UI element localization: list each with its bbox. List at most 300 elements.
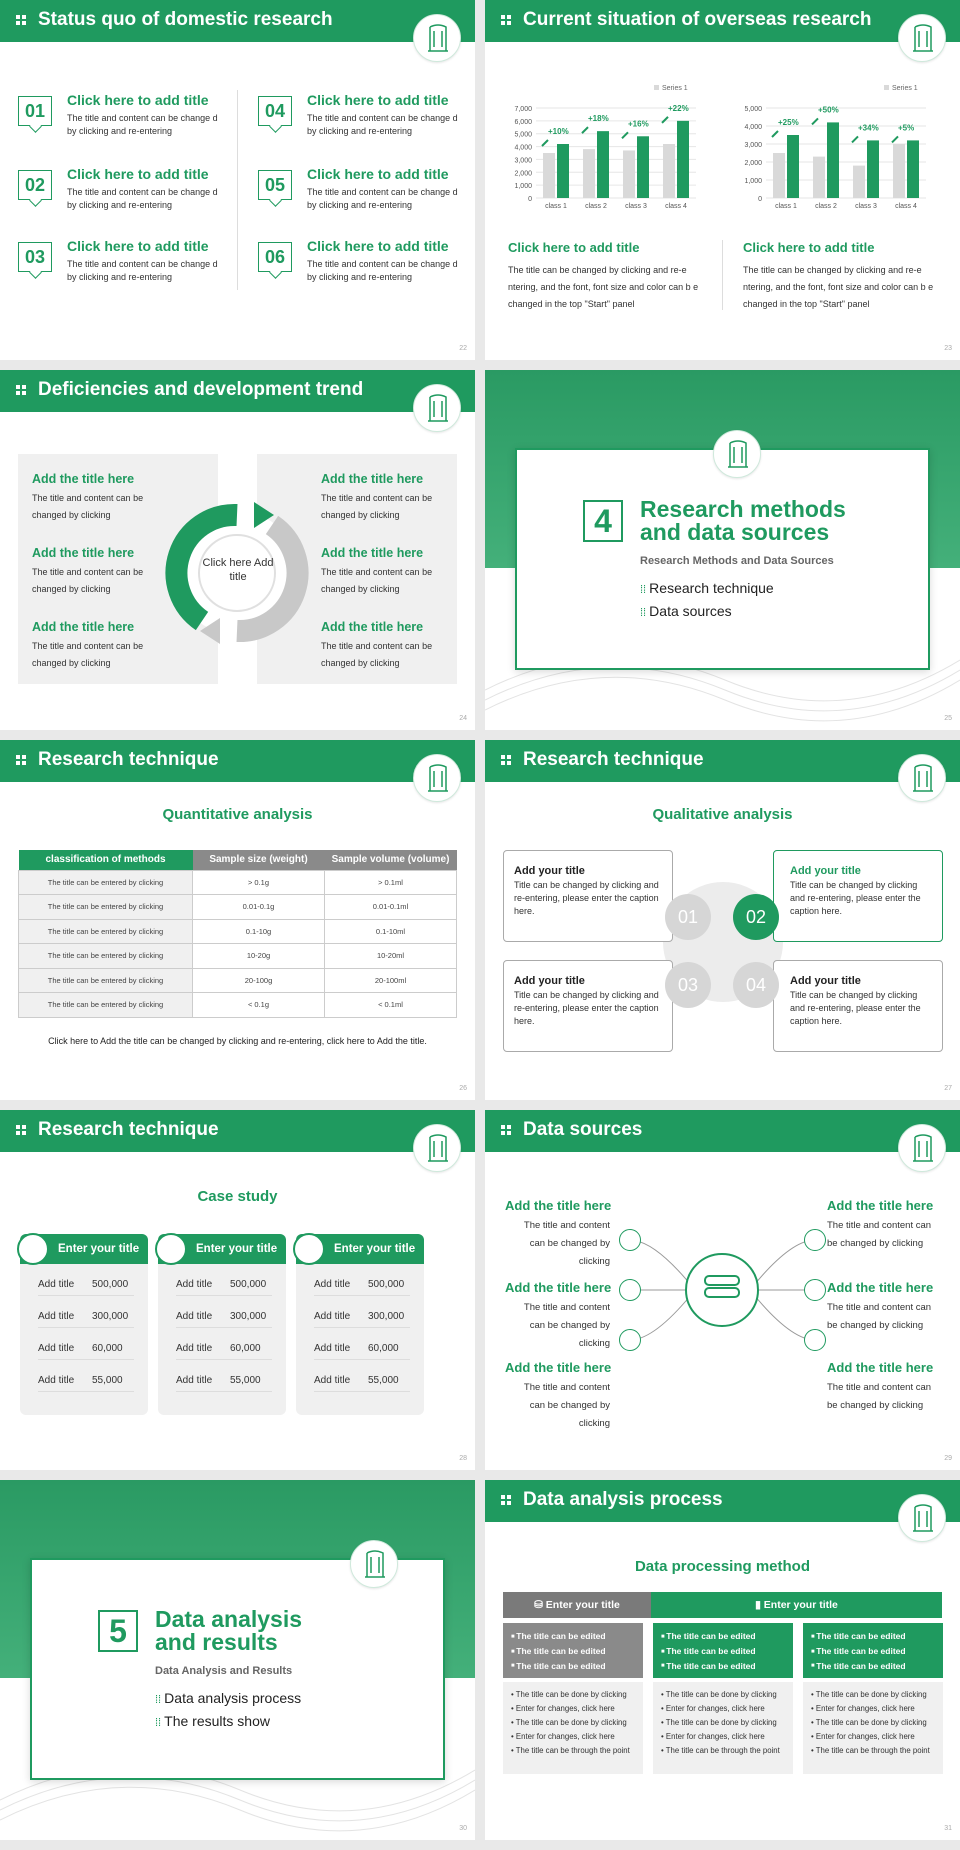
list-item: ■ The title can be edited bbox=[811, 1659, 935, 1674]
slide-title: Data sources bbox=[523, 1119, 643, 1140]
y-tick-label: 5,000 bbox=[514, 131, 532, 139]
item-body: The title and content can be changed by clicking bbox=[32, 567, 144, 594]
page-number: 31 bbox=[944, 1825, 952, 1832]
slide-title: Data analysis process bbox=[523, 1489, 723, 1510]
list-item bbox=[38, 1338, 134, 1360]
bar-series-2 bbox=[787, 135, 799, 198]
section-number: 4 bbox=[583, 500, 623, 542]
growth-annotation: +16% bbox=[628, 119, 649, 129]
slide-header bbox=[485, 740, 960, 782]
y-tick-label: 4,000 bbox=[514, 144, 532, 152]
slide-header bbox=[485, 0, 960, 42]
x-tick-label: class 3 bbox=[625, 203, 647, 210]
list-item bbox=[314, 1274, 410, 1296]
case-card bbox=[20, 1234, 148, 1415]
list-item: • Enter for changes, click here bbox=[511, 1730, 635, 1744]
dots-icon: ⁞⁞ bbox=[640, 607, 650, 619]
phone-icon bbox=[619, 1329, 641, 1351]
box-body: Title can be changed by clicking and re-entering, please enter the caption here. bbox=[514, 880, 659, 916]
list-item bbox=[314, 1306, 410, 1328]
arrow-icon bbox=[772, 131, 778, 137]
agenda-label: Data sources bbox=[649, 603, 732, 619]
table-cell: The title can be entered by clicking bbox=[19, 895, 193, 920]
slide-header bbox=[485, 1110, 960, 1152]
table-cell: The title can be entered by clicking bbox=[19, 870, 193, 895]
bar-chart-right bbox=[730, 80, 935, 220]
table-cell: 0.1-10g bbox=[193, 919, 325, 944]
bar-series-2 bbox=[637, 136, 649, 198]
x-tick-label: class 1 bbox=[545, 203, 567, 210]
agenda-label: Data analysis process bbox=[164, 1690, 302, 1706]
bar-series-2 bbox=[907, 140, 919, 198]
list-item bbox=[38, 1306, 134, 1328]
column-top bbox=[803, 1623, 943, 1678]
slide-31 bbox=[485, 1480, 960, 1840]
dots-icon bbox=[16, 385, 26, 395]
box-title: Add your title bbox=[514, 975, 585, 987]
agenda-item[interactable] bbox=[155, 1713, 270, 1729]
box-title: Add your title bbox=[790, 865, 861, 877]
legend-label: Series 1 bbox=[892, 85, 918, 92]
table-row bbox=[19, 870, 457, 895]
agenda-item[interactable] bbox=[640, 603, 732, 619]
section-subtitle: Quantitative analysis bbox=[162, 806, 313, 823]
item-title: Add the title here bbox=[32, 472, 135, 486]
row-label: Add title bbox=[176, 1343, 213, 1354]
column-bottom bbox=[503, 1682, 643, 1774]
row-label: Add title bbox=[314, 1375, 351, 1386]
section-subtitle: Data Analysis and Results bbox=[155, 1665, 293, 1677]
growth-annotation: +34% bbox=[858, 123, 879, 133]
title-line-2: and data sources bbox=[640, 519, 830, 545]
step-circle: 04 bbox=[733, 962, 779, 1008]
slide-24 bbox=[0, 370, 475, 730]
table-cell: The title can be entered by clicking bbox=[19, 944, 193, 969]
row-label: Add title bbox=[38, 1343, 75, 1354]
column-bottom bbox=[803, 1682, 943, 1774]
item-body: The title and content can be changed by clicking bbox=[827, 1302, 932, 1331]
legend-label: Series 1 bbox=[662, 85, 688, 92]
page-number: 29 bbox=[944, 1455, 952, 1462]
table-row bbox=[19, 895, 457, 920]
item-title: Add the title here bbox=[827, 1360, 934, 1375]
dots-icon bbox=[501, 755, 511, 765]
item-body: The title and content can be changed by clicking bbox=[32, 641, 144, 668]
item-title: Add the title here bbox=[827, 1198, 934, 1213]
column-header: classification of methods bbox=[19, 850, 193, 870]
slide-title: Status quo of domestic research bbox=[38, 9, 333, 30]
list-item bbox=[314, 1370, 410, 1392]
item-body: The title and content can be change d by clicking and re-entering bbox=[307, 259, 458, 282]
slide-title: Research technique bbox=[523, 749, 704, 770]
row-value: 300,000 bbox=[230, 1311, 267, 1322]
number-badge: 03 bbox=[18, 242, 52, 272]
logo-icon bbox=[898, 1494, 946, 1542]
bar-series-1 bbox=[773, 153, 785, 198]
agenda-item[interactable] bbox=[640, 580, 774, 596]
methods-table bbox=[18, 850, 457, 1018]
section-subtitle: Research Methods and Data Sources bbox=[640, 555, 834, 567]
title-line-1: Research methods bbox=[640, 496, 846, 522]
arrow-icon bbox=[582, 127, 588, 133]
list-item: • The title can be through the point bbox=[811, 1744, 935, 1758]
item-title: Add the title here bbox=[321, 546, 424, 560]
row-label: Add title bbox=[176, 1311, 213, 1322]
dots-icon: ⁞⁞ bbox=[640, 584, 650, 596]
logo-icon bbox=[898, 1124, 946, 1172]
slide-23 bbox=[485, 0, 960, 360]
list-item: • The title can be done by clicking bbox=[511, 1716, 635, 1730]
chat-icon bbox=[804, 1229, 826, 1251]
bar-series-2 bbox=[597, 131, 609, 198]
card-header: Enter your title bbox=[20, 1234, 148, 1264]
dots-icon bbox=[501, 1495, 511, 1505]
item-title: Add the title here bbox=[321, 472, 424, 486]
growth-annotation: +10% bbox=[548, 127, 569, 136]
item-body: The title and content can be changed by clicking bbox=[827, 1382, 932, 1411]
section-subtitle: Qualitative analysis bbox=[652, 806, 793, 823]
row-value: 300,000 bbox=[92, 1311, 129, 1322]
table-cell: 20-100g bbox=[193, 968, 325, 993]
row-label: Add title bbox=[38, 1279, 75, 1290]
list-item: • The title can be through the point bbox=[511, 1744, 635, 1758]
card-icon bbox=[155, 1233, 187, 1265]
item-body: The title and content can be changed by clicking bbox=[523, 1302, 610, 1349]
slide-30 bbox=[0, 1480, 475, 1840]
item-title: Add the title here bbox=[321, 620, 424, 634]
y-tick-label: 0 bbox=[528, 196, 532, 203]
box-title: Add your title bbox=[514, 865, 585, 877]
slide-header bbox=[485, 1480, 960, 1522]
page-number: 22 bbox=[459, 345, 467, 352]
list-item: • Enter for changes, click here bbox=[811, 1702, 935, 1716]
y-tick-label: 1,000 bbox=[744, 178, 762, 185]
case-card bbox=[296, 1234, 424, 1415]
table-cell: 10-20ml bbox=[325, 944, 457, 969]
number-badge: 04 bbox=[258, 96, 292, 126]
page-number: 30 bbox=[459, 1825, 467, 1832]
slide-header bbox=[0, 370, 475, 412]
green-header bbox=[651, 1592, 942, 1618]
arrow-icon bbox=[812, 118, 818, 124]
header-label: Enter your title bbox=[545, 1599, 620, 1611]
table-cell: The title can be entered by clicking bbox=[19, 993, 193, 1018]
row-value: 500,000 bbox=[368, 1279, 405, 1290]
divider bbox=[237, 90, 238, 290]
page-number: 28 bbox=[459, 1455, 467, 1462]
section-title bbox=[155, 1608, 302, 1654]
table-row bbox=[19, 944, 457, 969]
item-title: Click here to add title bbox=[67, 92, 209, 108]
table-cell: 0.01-0.1g bbox=[193, 895, 325, 920]
slide-title: Research technique bbox=[38, 1119, 219, 1140]
step-circle: 01 bbox=[665, 894, 711, 940]
text-box[interactable] bbox=[773, 850, 943, 942]
logo-icon bbox=[898, 14, 946, 62]
table-row bbox=[19, 968, 457, 993]
page-number: 26 bbox=[459, 1085, 467, 1092]
database-icon: ⛁ bbox=[534, 1599, 546, 1611]
divider bbox=[722, 240, 723, 310]
section-number: 5 bbox=[98, 1610, 138, 1652]
item-title: Click here to add title bbox=[67, 238, 209, 254]
building-icon bbox=[804, 1329, 826, 1351]
logo-icon bbox=[413, 14, 461, 62]
agenda-item[interactable] bbox=[155, 1690, 301, 1706]
item-title: Click here to add title bbox=[67, 166, 209, 182]
logo-icon bbox=[898, 754, 946, 802]
item-body: The title and content can be change d by clicking and re-entering bbox=[307, 187, 458, 210]
slide-27 bbox=[485, 740, 960, 1100]
logo-icon bbox=[713, 430, 761, 478]
card-icon bbox=[17, 1233, 49, 1265]
arrow-icon bbox=[622, 132, 628, 138]
card-header: Enter your title bbox=[158, 1234, 286, 1264]
x-tick-label: class 4 bbox=[895, 203, 917, 210]
y-tick-label: 6,000 bbox=[514, 118, 532, 126]
item-title: Click here to add title bbox=[307, 92, 449, 108]
agenda-label: The results show bbox=[164, 1713, 270, 1729]
page-number: 23 bbox=[944, 345, 952, 352]
text-box[interactable] bbox=[773, 960, 943, 1052]
row-label: Add title bbox=[176, 1375, 213, 1386]
list-item: ■ The title can be edited bbox=[811, 1629, 935, 1644]
dots-icon: ⁞⁞ bbox=[155, 1694, 165, 1706]
y-tick-label: 2,000 bbox=[514, 170, 532, 178]
slide-28 bbox=[0, 1110, 475, 1470]
hub-diagram bbox=[615, 1220, 830, 1360]
list-item: • Enter for changes, click here bbox=[661, 1702, 785, 1716]
bar-series-2 bbox=[867, 140, 879, 198]
case-card bbox=[158, 1234, 286, 1415]
table-cell: < 0.1g bbox=[193, 993, 325, 1018]
list-item bbox=[38, 1370, 134, 1392]
text-box[interactable] bbox=[503, 850, 673, 942]
list-item: • Enter for changes, click here bbox=[511, 1702, 635, 1716]
row-value: 55,000 bbox=[92, 1375, 123, 1386]
row-value: 60,000 bbox=[230, 1343, 261, 1354]
list-item bbox=[176, 1274, 272, 1296]
arrow-icon bbox=[662, 117, 668, 123]
list-item: ■ The title can be edited bbox=[661, 1644, 785, 1659]
center-label: Click here Add title bbox=[202, 557, 274, 583]
item-body: The title and content can be changed by clicking bbox=[32, 493, 144, 520]
list-item: • The title can be done by clicking bbox=[511, 1688, 635, 1702]
box-title: Add your title bbox=[790, 975, 861, 987]
y-tick-label: 0 bbox=[758, 196, 762, 203]
bar-series-1 bbox=[813, 157, 825, 198]
y-tick-label: 4,000 bbox=[744, 124, 762, 131]
bar-chart-left bbox=[500, 80, 705, 220]
box-body: Title can be changed by clicking and re-entering, please enter the caption here. bbox=[790, 880, 921, 916]
box-body: Title can be changed by clicking and re-entering, please enter the caption here. bbox=[790, 990, 921, 1026]
arrow-icon bbox=[892, 136, 898, 142]
list-item: • The title can be done by clicking bbox=[811, 1716, 935, 1730]
item-title: Add the title here bbox=[32, 546, 135, 560]
y-tick-label: 7,000 bbox=[514, 106, 532, 113]
section-title bbox=[640, 498, 846, 544]
item-title: Click here to add title bbox=[307, 166, 449, 182]
table-caption: Click here to Add the title can be changed by clicking and re-entering, click here to Add the title. bbox=[48, 1036, 427, 1046]
item-body: The title and content can be change d by clicking and re-entering bbox=[67, 187, 218, 210]
item-body: The title and content can be changed by clicking bbox=[321, 641, 433, 668]
column-bottom bbox=[653, 1682, 793, 1774]
bar-series-1 bbox=[893, 144, 905, 198]
title-line-1: Data analysis bbox=[155, 1606, 303, 1632]
page-number: 27 bbox=[944, 1085, 952, 1092]
table-cell: > 0.1ml bbox=[325, 870, 457, 895]
page-number: 25 bbox=[944, 715, 952, 722]
row-label: Add title bbox=[314, 1311, 351, 1322]
table-cell: > 0.1g bbox=[193, 870, 325, 895]
dots-icon bbox=[16, 755, 26, 765]
table-cell: 0.1-10ml bbox=[325, 919, 457, 944]
row-value: 500,000 bbox=[92, 1279, 129, 1290]
slide-25 bbox=[485, 370, 960, 730]
dots-icon: ⁞⁞ bbox=[155, 1717, 165, 1729]
y-tick-label: 5,000 bbox=[744, 106, 762, 113]
table-cell: < 0.1ml bbox=[325, 993, 457, 1018]
bar-series-1 bbox=[663, 144, 675, 198]
item-body: The title and content can be change d by clicking and re-entering bbox=[67, 113, 218, 136]
box-body: Title can be changed by clicking and re-entering, please enter the caption here. bbox=[514, 990, 659, 1026]
row-value: 60,000 bbox=[368, 1343, 399, 1354]
x-tick-label: class 1 bbox=[775, 203, 797, 210]
text-box[interactable] bbox=[503, 960, 673, 1052]
list-item: • The title can be through the point bbox=[661, 1744, 785, 1758]
x-tick-label: class 3 bbox=[855, 203, 877, 210]
row-value: 300,000 bbox=[368, 1311, 405, 1322]
item-title: Click here to add title bbox=[307, 238, 449, 254]
row-value: 55,000 bbox=[230, 1375, 261, 1386]
list-item: ■ The title can be edited bbox=[511, 1644, 635, 1659]
left-title: Click here to add title bbox=[508, 240, 640, 255]
section-subtitle: Data processing method bbox=[634, 1558, 811, 1575]
item-body: The title and content can be changed by clicking bbox=[827, 1220, 932, 1249]
item-body: The title and content can be change d by clicking and re-entering bbox=[307, 113, 458, 136]
growth-annotation: +25% bbox=[778, 118, 799, 127]
x-tick-label: class 2 bbox=[815, 203, 837, 210]
arrow-icon bbox=[542, 140, 548, 146]
list-item bbox=[38, 1274, 134, 1296]
dots-icon bbox=[501, 15, 511, 25]
column-header: Sample volume (volume) bbox=[325, 850, 457, 870]
row-value: 60,000 bbox=[92, 1343, 123, 1354]
row-label: Add title bbox=[314, 1279, 351, 1290]
grey-header bbox=[503, 1592, 651, 1618]
table-cell: The title can be entered by clicking bbox=[19, 968, 193, 993]
y-tick-label: 3,000 bbox=[744, 142, 762, 149]
growth-annotation: +22% bbox=[668, 103, 689, 113]
bar-chart-icon: ▮ bbox=[755, 1599, 764, 1611]
slide-26 bbox=[0, 740, 475, 1100]
list-item: • The title can be done by clicking bbox=[811, 1688, 935, 1702]
y-tick-label: 3,000 bbox=[514, 157, 532, 165]
slide-title: Deficiencies and development trend bbox=[38, 379, 364, 400]
list-item: • Enter for changes, click here bbox=[661, 1730, 785, 1744]
bar-series-1 bbox=[853, 166, 865, 198]
list-item: • The title can be done by clicking bbox=[661, 1716, 785, 1730]
bar-series-2 bbox=[827, 122, 839, 198]
item-body: The title and content can be changed by clicking bbox=[321, 493, 433, 520]
item-body: The title and content can be changed by clicking bbox=[523, 1382, 610, 1429]
number-badge: 01 bbox=[18, 96, 52, 126]
item-body: The title and content can be changed by clicking bbox=[523, 1220, 610, 1267]
growth-annotation: +50% bbox=[818, 105, 839, 115]
item-title: Add the title here bbox=[32, 620, 135, 634]
right-body: The title can be changed by clicking and re-e ntering, and the font, font size and color can b e changed in the top "Start" panel bbox=[743, 265, 934, 309]
number-badge: 02 bbox=[18, 170, 52, 200]
bar-series-1 bbox=[583, 149, 595, 198]
list-item bbox=[314, 1338, 410, 1360]
list-item bbox=[176, 1306, 272, 1328]
list-item: ■ The title can be edited bbox=[811, 1644, 935, 1659]
table-cell: The title can be entered by clicking bbox=[19, 919, 193, 944]
dots-icon bbox=[501, 1125, 511, 1135]
number-badge: 06 bbox=[258, 242, 292, 272]
dots-icon bbox=[16, 1125, 26, 1135]
item-title: Add the title here bbox=[505, 1280, 612, 1295]
logo-icon bbox=[413, 754, 461, 802]
slide-29 bbox=[485, 1110, 960, 1470]
table-header-row bbox=[19, 850, 457, 870]
list-item: ■ The title can be edited bbox=[511, 1629, 635, 1644]
column-top bbox=[653, 1623, 793, 1678]
list-item: ■ The title can be edited bbox=[511, 1659, 635, 1674]
page-number: 24 bbox=[459, 715, 467, 722]
list-item: • Enter for changes, click here bbox=[811, 1730, 935, 1744]
card-header: Enter your title bbox=[296, 1234, 424, 1264]
logo-icon bbox=[413, 1124, 461, 1172]
dots-icon bbox=[16, 15, 26, 25]
table-row bbox=[19, 919, 457, 944]
y-tick-label: 2,000 bbox=[744, 160, 762, 167]
right-title: Click here to add title bbox=[743, 240, 875, 255]
list-item: • The title can be done by clicking bbox=[661, 1688, 785, 1702]
table-cell: 0.01-0.1ml bbox=[325, 895, 457, 920]
step-circle-active: 02 bbox=[733, 894, 779, 940]
item-body: The title and content can be change d by clicking and re-entering bbox=[67, 259, 218, 282]
column-header: Sample size (weight) bbox=[193, 850, 325, 870]
bar-series-2 bbox=[557, 144, 569, 198]
gift-icon bbox=[619, 1229, 641, 1251]
row-label: Add title bbox=[38, 1375, 75, 1386]
list-item bbox=[176, 1370, 272, 1392]
item-title: Add the title here bbox=[827, 1280, 934, 1295]
item-body: The title and content can be changed by clicking bbox=[321, 567, 433, 594]
network-icon bbox=[804, 1279, 826, 1301]
list-item: ■ The title can be edited bbox=[661, 1629, 785, 1644]
item-title: Add the title here bbox=[505, 1360, 612, 1375]
section-subtitle: Case study bbox=[197, 1188, 278, 1205]
list-item: ■ The title can be edited bbox=[661, 1659, 785, 1674]
slide-header bbox=[0, 1110, 475, 1152]
growth-annotation: +18% bbox=[588, 114, 609, 124]
x-tick-label: class 4 bbox=[665, 203, 687, 210]
growth-annotation: +5% bbox=[898, 123, 915, 133]
left-body: The title can be changed by clicking and re-e ntering, and the font, font size and color can b e changed in the top "Start" panel bbox=[508, 265, 699, 309]
arrow-icon bbox=[852, 136, 858, 142]
slide-header bbox=[0, 740, 475, 782]
row-value: 500,000 bbox=[230, 1279, 267, 1290]
column-top bbox=[503, 1623, 643, 1678]
row-label: Add title bbox=[38, 1311, 75, 1322]
logo-icon bbox=[413, 384, 461, 432]
legend-swatch bbox=[654, 85, 659, 90]
slide-22 bbox=[0, 0, 475, 360]
y-tick-label: 1,000 bbox=[514, 183, 532, 191]
bar-series-1 bbox=[623, 150, 635, 198]
